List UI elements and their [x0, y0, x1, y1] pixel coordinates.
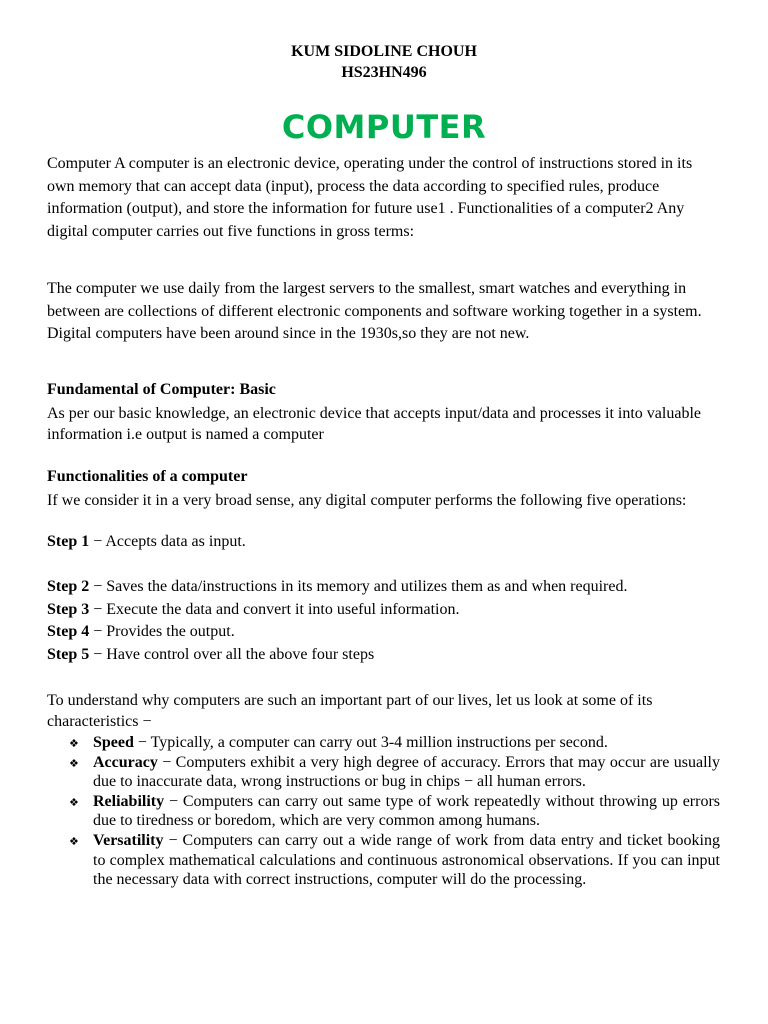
- step-text: − Execute the data and convert it into useful information.: [89, 601, 460, 618]
- intro-paragraph-2: The computer we use daily from the largest servers to the smallest, smart watches and everything in between are collections of different electronic components and software working together in a system. Digital computers have been around since in the 1930s,so they are not new.: [47, 280, 702, 342]
- characteristic-text: − Typically, a computer can carry out 3-4 million instructions per second.: [133, 734, 608, 751]
- step-text: − Provides the output.: [89, 623, 235, 640]
- characteristic-text: − Computers can carry out same type of work repeatedly without throwing up errors due to tiredness or boredom, which are very common among humans.: [93, 792, 720, 830]
- characteristic-text: − Computers exhibit a very high degree of accuracy. Errors that may occur are usually due to inaccurate data, wrong instructions or bug in chips − all human errors.: [93, 753, 720, 791]
- step-label: Step 5: [47, 646, 90, 663]
- characteristic-term: Reliability: [93, 792, 165, 810]
- step-label: Step 2: [47, 578, 90, 595]
- step-label: Step 1: [47, 533, 90, 550]
- section-heading-fundamental: Fundamental of Computer: Basic: [47, 381, 276, 398]
- step-label: Step 3: [47, 601, 90, 618]
- functionalities-text: If we consider it in a very broad sense, any digital computer performs the following five operations:: [47, 492, 687, 509]
- diamond-bullet-icon: ❖: [69, 737, 79, 750]
- step-label: Step 4: [47, 623, 90, 640]
- step-item: [47, 533, 246, 551]
- document-title: COMPUTER: [281, 108, 487, 146]
- characteristics-list: [0, 733, 768, 890]
- characteristics-intro: To understand why computers are such an important part of our lives, let us look at some of its characteristics −: [47, 692, 653, 730]
- author-name: KUM SIDOLINE CHOUH: [291, 43, 477, 60]
- fundamental-text: As per our basic knowledge, an electronic device that accepts input/data and processes it into valuable information i.e output is named a computer: [47, 405, 701, 443]
- step-text: − Accepts data as input.: [89, 533, 246, 550]
- section-heading-functionalities: Functionalities of a computer: [47, 468, 248, 485]
- step-item: [47, 578, 627, 596]
- student-id: HS23HN496: [341, 64, 427, 81]
- characteristic-term: Accuracy: [93, 753, 158, 771]
- step-text: − Saves the data/instructions in its memory and utilizes them as and when required.: [89, 578, 628, 595]
- intro-paragraph-1: Computer A computer is an electronic device, operating under the control of instructions stored in its own memory that can accept data (input), process the data according to specified rules, produce information (output), and store the information for future use1 . Functionalities of a computer2 Any digital computer carries out five functions in gross terms:: [47, 155, 693, 240]
- characteristic-term: Versatility: [93, 831, 164, 849]
- diamond-bullet-icon: ❖: [69, 834, 79, 848]
- step-item: [47, 601, 459, 619]
- list-item: [0, 792, 768, 831]
- diamond-bullet-icon: ❖: [69, 795, 79, 809]
- diamond-bullet-icon: ❖: [69, 756, 79, 770]
- step-item: [47, 623, 235, 641]
- list-item: [0, 733, 768, 753]
- list-item: [0, 831, 768, 890]
- step-item: [47, 646, 374, 664]
- list-item: [0, 753, 768, 792]
- step-text: − Have control over all the above four steps: [89, 646, 375, 663]
- characteristic-text: − Computers can carry out a wide range of work from data entry and ticket booking to complex mathematical calculations and continuous astronomical observations. If you can input the necessary data with correct instructions, computer will do the processing.: [93, 831, 720, 889]
- characteristic-term: Speed: [93, 734, 134, 751]
